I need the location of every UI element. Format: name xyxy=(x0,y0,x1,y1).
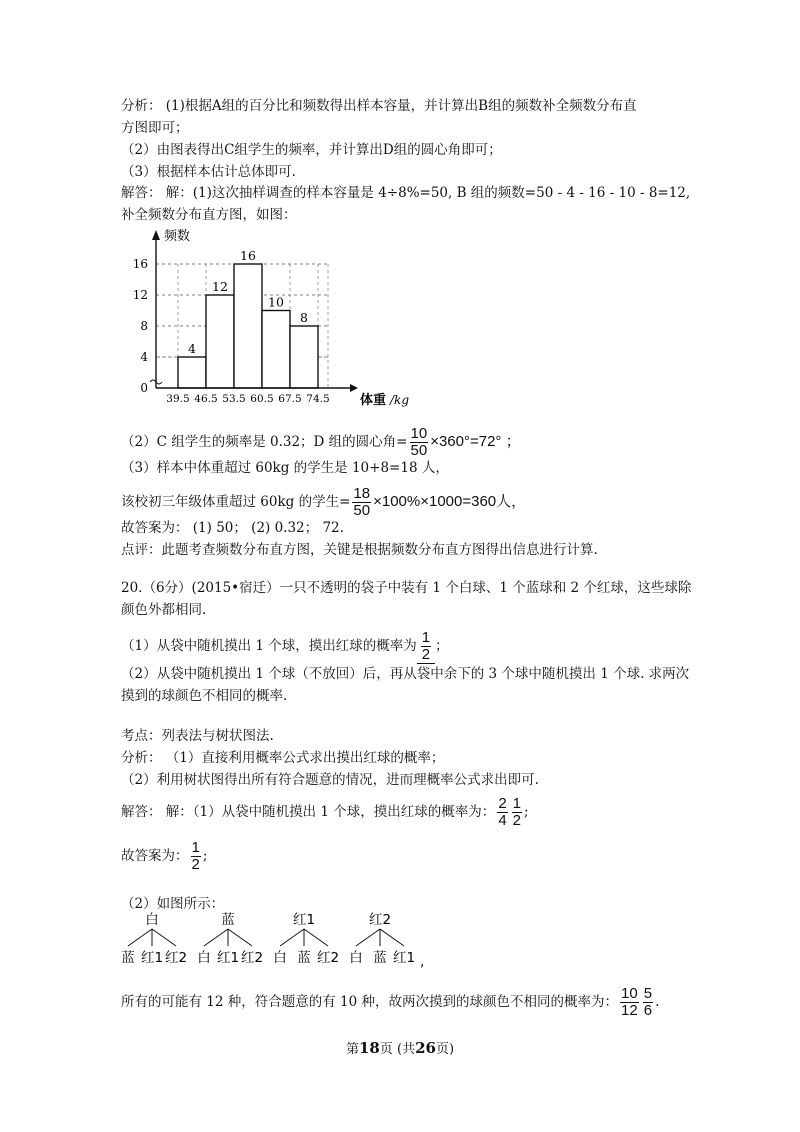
fraction-10-50 xyxy=(410,426,429,459)
final-line xyxy=(121,986,659,1019)
fraction-10-12 xyxy=(620,986,639,1019)
bar-label-0: 4 xyxy=(188,341,196,356)
x-tick-67.5: 67.5 xyxy=(278,393,302,405)
bar-0 xyxy=(178,357,206,388)
footer-prefix: 第 xyxy=(345,1042,359,1057)
tree-group-1 xyxy=(197,911,263,966)
part1-text: （1）从袋中随机摸出 1 个球，摸出红球的概率为 xyxy=(121,638,417,654)
page-footer xyxy=(0,1038,800,1057)
tree-leaf-2-1: 蓝 xyxy=(297,950,311,966)
y-axis-arrow xyxy=(152,230,160,240)
analysis2-line-2: （2）利用树状图得出所有符合题意的情况，进而理概率公式求出即可. xyxy=(121,772,539,788)
tree-root-2: 红1 xyxy=(292,912,316,928)
fraction-numerator: 1 xyxy=(191,839,200,856)
tree-end-mark: , xyxy=(420,954,425,970)
question-20-part2-line-1: （2）从袋中随机摸出 1 个球（不放回）后，再从袋中余下的 3 个球中随机摸出 1 个球. 求两次 xyxy=(121,666,690,682)
y-axis-label: 频数 xyxy=(164,229,191,244)
x-axis-label: 体重 xyxy=(360,393,387,408)
tree-leaf-3-0: 白 xyxy=(349,950,363,966)
tree-branch-3-2 xyxy=(380,929,404,946)
fraction-numerator: 18 xyxy=(353,485,371,502)
y-tick-8: 8 xyxy=(140,319,148,333)
tree-branch-0-0 xyxy=(128,929,152,946)
fraction-1-2 xyxy=(191,840,201,873)
x-axis-arrow xyxy=(350,384,358,392)
fraction-numerator: 1 xyxy=(421,629,431,646)
part2-result: ×360°=72° ； xyxy=(430,433,521,450)
fraction-denominator: 50 xyxy=(353,502,371,519)
part3b-result: ×100%×1000=360人， xyxy=(373,493,527,510)
bar-label-2: 16 xyxy=(240,248,256,263)
bar-label-4: 8 xyxy=(300,310,308,325)
bar-3 xyxy=(262,311,290,389)
tree-branch-3-0 xyxy=(356,929,380,946)
tree-branch-2-2 xyxy=(304,929,328,946)
fraction-1-2 xyxy=(512,796,522,829)
analysis-line-3: （2）由图表得出C组学生的频率，并计算出D组的圆心角即可； xyxy=(121,142,502,158)
fraction-numerator: 1 xyxy=(512,795,521,812)
answer-line-2: 补全频数分布直方图，如图： xyxy=(121,207,297,223)
answer-blank xyxy=(417,630,435,664)
answer-summary-1: 故答案为： (1) 50； (2) 0.32； 72. xyxy=(121,520,344,536)
answer2-line xyxy=(121,796,529,829)
fraction-denominator: 12 xyxy=(621,1002,638,1019)
footer-suffix: 页) xyxy=(435,1042,455,1057)
analysis2-line-1: 分析： （1）直接利用概率公式求出摸出红球的概率； xyxy=(121,750,445,766)
tree-intro: （2）如图所示： xyxy=(121,896,225,912)
tree-leaf-3-2: 红1 xyxy=(392,950,416,966)
tree-leaf-0-1: 红1 xyxy=(140,950,164,966)
tree-diagram xyxy=(112,910,442,970)
fraction-18-50 xyxy=(352,486,371,519)
answer2-text: 解答： 解：（1）从袋中随机摸出 1 个球，摸出红球的概率为： xyxy=(121,804,496,820)
bar-1 xyxy=(206,295,234,388)
tree-branch-1-2 xyxy=(228,929,252,946)
x-axis-unit: /kg xyxy=(390,393,409,407)
fraction-numerator: 10 xyxy=(410,425,428,442)
x-tick-74.5: 74.5 xyxy=(306,393,330,405)
answer-summary-2 xyxy=(121,840,207,873)
final-text: 所有的可能有 12 种，符合题意的有 10 种，故两次摸到的球颜色不相同的概率为： xyxy=(121,994,619,1010)
question-20-line-1: 20.（6分）(2015•宿迁）一只不透明的袋子中装有 1 个白球、1 个蓝球和 2 个红球，这些球除 xyxy=(121,580,692,596)
tree-group-3 xyxy=(349,912,415,966)
tree-branch-0-2 xyxy=(152,929,176,946)
answer-summary-2-end: ; xyxy=(202,848,208,864)
x-tick-53.5: 53.5 xyxy=(222,393,246,405)
answer-summary-2-text: 故答案为： xyxy=(121,848,189,864)
fraction-denominator: 2 xyxy=(512,812,521,829)
answer-line-1: 解答： 解：(1)这次抽样调查的样本容量是 4÷8%=50, B 组的频数=50 - 4 - 16 - 10 - 8=12, xyxy=(121,185,691,201)
knowledge-point: 考点：列表法与树状图法. xyxy=(121,728,274,744)
footer-middle: 页 (共 xyxy=(379,1042,416,1057)
tree-branch-1-0 xyxy=(204,929,228,946)
tree-root-3: 红2 xyxy=(368,912,392,928)
tree-root-0: 白 xyxy=(145,912,159,928)
bar-2 xyxy=(234,264,262,388)
y-tick-16: 16 xyxy=(132,257,148,271)
tree-leaf-3-1: 蓝 xyxy=(373,950,387,966)
question-20-part1 xyxy=(121,630,449,664)
fraction-numerator: 10 xyxy=(621,985,638,1002)
total-pages: 26 xyxy=(415,1039,436,1057)
fraction-5-6 xyxy=(643,986,653,1019)
part3b-line xyxy=(121,486,526,519)
tree-leaf-2-0: 白 xyxy=(273,950,287,966)
fraction-denominator: 2 xyxy=(421,646,431,663)
question-20-part2-line-2: 摸到的球颜色不相同的概率. xyxy=(121,688,288,704)
fraction-denominator: 50 xyxy=(410,442,428,459)
bar-label-3: 10 xyxy=(268,294,284,310)
tree-group-2 xyxy=(273,912,339,966)
tree-leaf-1-0: 白 xyxy=(197,950,211,966)
bar-label-1: 12 xyxy=(212,279,228,294)
tree-branch-2-0 xyxy=(280,929,304,946)
final-end: . xyxy=(655,994,660,1010)
x-tick-39.5: 39.5 xyxy=(166,393,190,405)
fraction-numerator: 2 xyxy=(498,795,507,812)
tree-group-0 xyxy=(121,912,187,966)
fraction-denominator: 2 xyxy=(191,856,200,873)
fraction-denominator: 4 xyxy=(498,812,507,829)
fraction-1-2 xyxy=(421,630,431,663)
part3-line: （3）样本中体重超过 60kg 的学生是 10+8=18 人， xyxy=(121,460,449,476)
tree-root-1: 蓝 xyxy=(221,912,235,928)
comment-line-1: 点评：此题考查频数分布直方图，关键是根据频数分布直方图得出信息进行计算. xyxy=(121,542,598,558)
tree-leaf-0-2: 红2 xyxy=(164,950,188,966)
part2-text: （2）C 组学生的频率是 0.32；D 组的圆心角= xyxy=(121,434,408,450)
part1-end: ； xyxy=(435,638,449,654)
y-tick-4: 4 xyxy=(140,350,148,364)
answer2-end: ; xyxy=(524,804,529,820)
part2-line xyxy=(121,426,521,459)
y-tick-12: 12 xyxy=(132,288,148,302)
tree-leaf-2-2: 红2 xyxy=(316,950,340,966)
analysis-line-1: 分析： (1)根据A组的百分比和频数得出样本容量，并计算出B组的频数补全频数分布直 xyxy=(121,98,637,114)
bar-4 xyxy=(290,326,318,388)
analysis-line-2: 方图即可； xyxy=(121,120,189,136)
fraction-numerator: 5 xyxy=(643,985,653,1002)
tree-leaf-0-0: 蓝 xyxy=(121,950,135,966)
fraction-2-4 xyxy=(497,796,507,829)
x-tick-60.5: 60.5 xyxy=(250,393,274,405)
fraction-denominator: 6 xyxy=(643,1002,653,1019)
y-tick-labels xyxy=(133,257,149,395)
tree-leaf-1-2: 红2 xyxy=(240,950,264,966)
page-number: 18 xyxy=(358,1039,380,1057)
part3b-text: 该校初三年级体重超过 60kg 的学生= xyxy=(121,494,351,510)
x-tick-labels xyxy=(166,393,329,405)
tree-leaf-1-1: 红1 xyxy=(216,950,240,966)
y-tick-0: 0 xyxy=(140,381,148,395)
question-20-line-2: 颜色外都相同. xyxy=(121,602,207,618)
frequency-histogram xyxy=(120,222,409,412)
x-tick-46.5: 46.5 xyxy=(194,393,218,405)
analysis-line-4: （3）根据样本估计总体即可. xyxy=(121,164,296,180)
